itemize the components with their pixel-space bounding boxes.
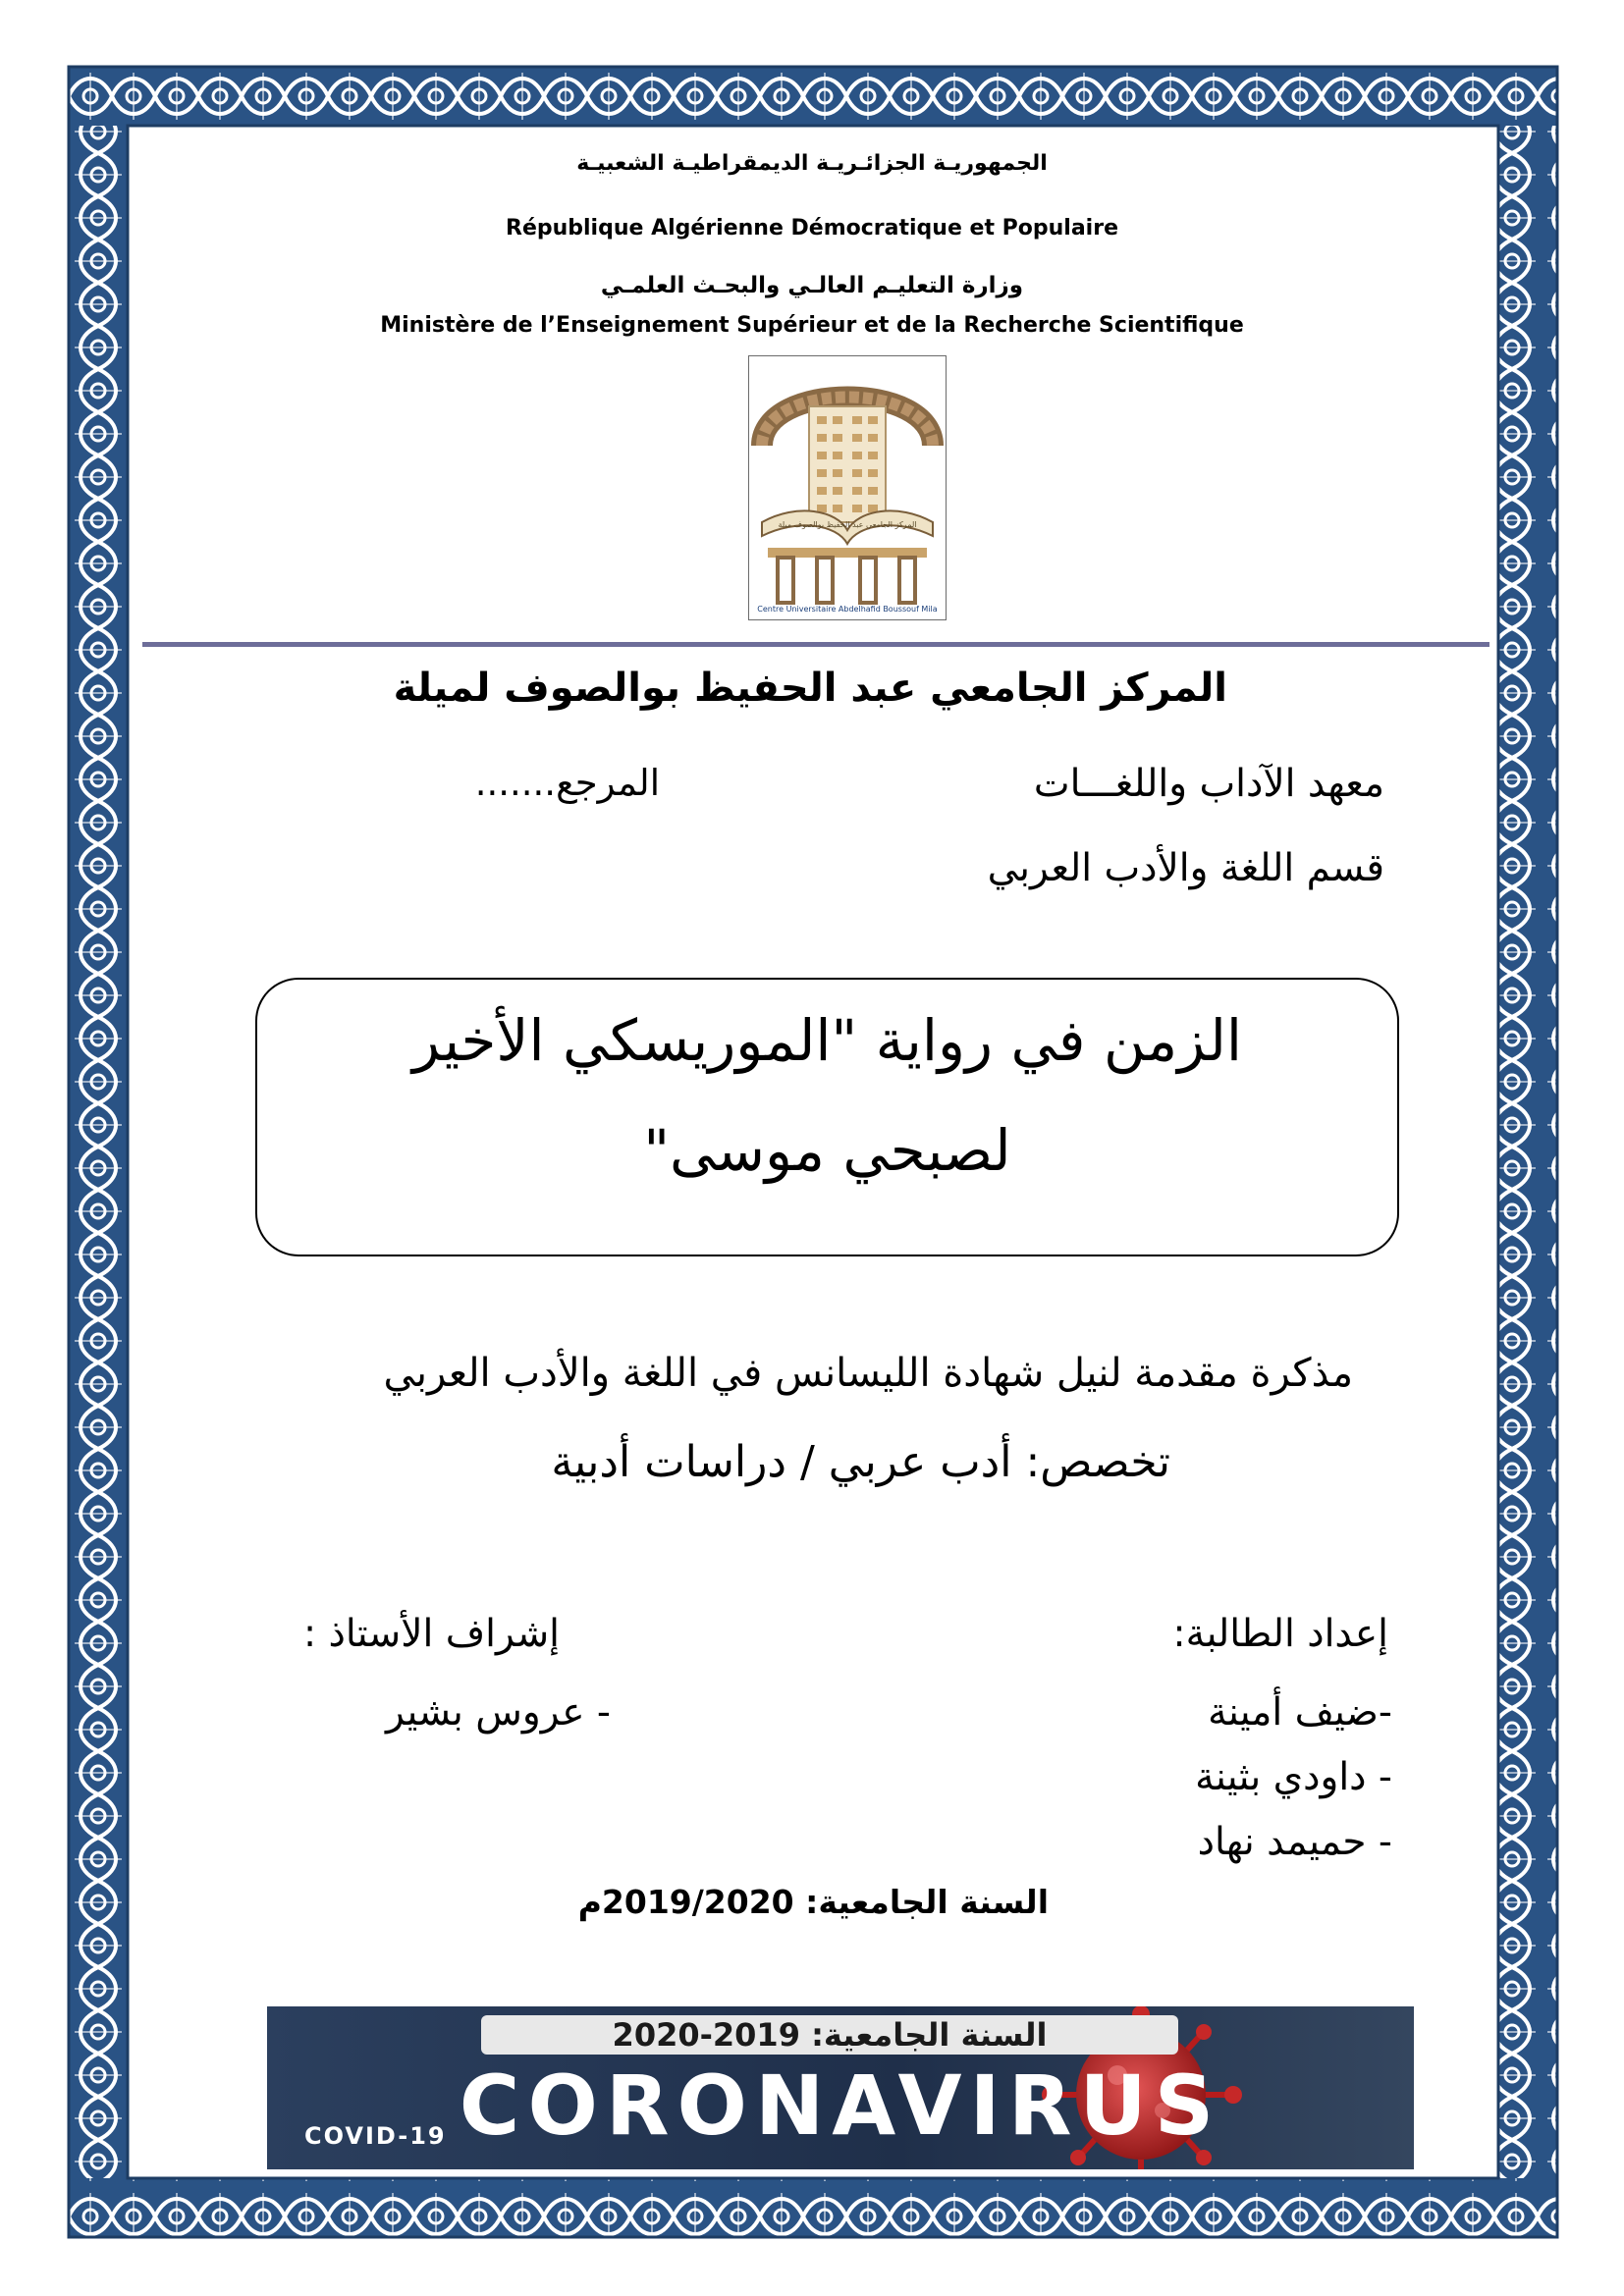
republic-name-french: République Algérienne Démocratique et Populaire (506, 216, 1118, 240)
specialty: تخصص: أدب عربي / دراسات أدبية (551, 1437, 1170, 1487)
banner-coronavirus-text: CORONAVIRUS (459, 2057, 1222, 2154)
header-divider (142, 642, 1489, 647)
student-name: -ضيف أمينة (1208, 1690, 1392, 1735)
logo-caption: Centre Universitaire Abdelhafid Boussouf Mila (757, 605, 938, 614)
university-name: المركز الجامعي عبد الحفيظ بوالصوف لميلة (393, 666, 1227, 711)
department-name: قسم اللغة والأدب العربي (987, 846, 1384, 890)
students-label: إعداد الطالبة: (1172, 1612, 1388, 1656)
institute-name: معهد الآداب واللغـــات (1033, 762, 1384, 806)
reference-number: المرجع....... (474, 762, 660, 804)
ministry-name-french: Ministère de l’Enseignement Supérieur et de la Recherche Scientifique (380, 313, 1244, 338)
republic-name-arabic: الجمهوريـة الجزائـريـة الديمقراطيـة الشعبيـة (576, 151, 1048, 176)
ministry-name-arabic: وزارة التعليـم العالـي والبحـث العلمـي (600, 273, 1024, 298)
banner-academic-year: السنة الجامعية: 2019-2020 (481, 2015, 1178, 2055)
academic-year: السنة الجامعية: 2019/2020م (577, 1883, 1049, 1921)
thesis-title-line-2: لصبحي موسى" (643, 1117, 1011, 1184)
university-logo (748, 355, 947, 620)
student-name: - داودي بثينة (1195, 1755, 1392, 1799)
thesis-title-box (255, 978, 1399, 1256)
supervisor-label: إشراف الأستاذ : (302, 1612, 560, 1656)
banner-covid-text: COVID-19 (304, 2122, 447, 2150)
degree-statement: مذكرة مقدمة لنيل شهادة الليسانس في اللغة والأدب العربي (383, 1351, 1353, 1396)
coronavirus-banner (267, 2006, 1414, 2169)
student-name: - حميمد نهاد (1197, 1820, 1392, 1864)
logo-arc-text: المركز الجامعي عبد الحفيظ بوالصوف ميلة (778, 520, 917, 529)
supervisor-name: - عروس بشير (385, 1690, 611, 1735)
thesis-title-line-1: الزمن في رواية "الموريسكي الأخير (412, 1007, 1242, 1074)
